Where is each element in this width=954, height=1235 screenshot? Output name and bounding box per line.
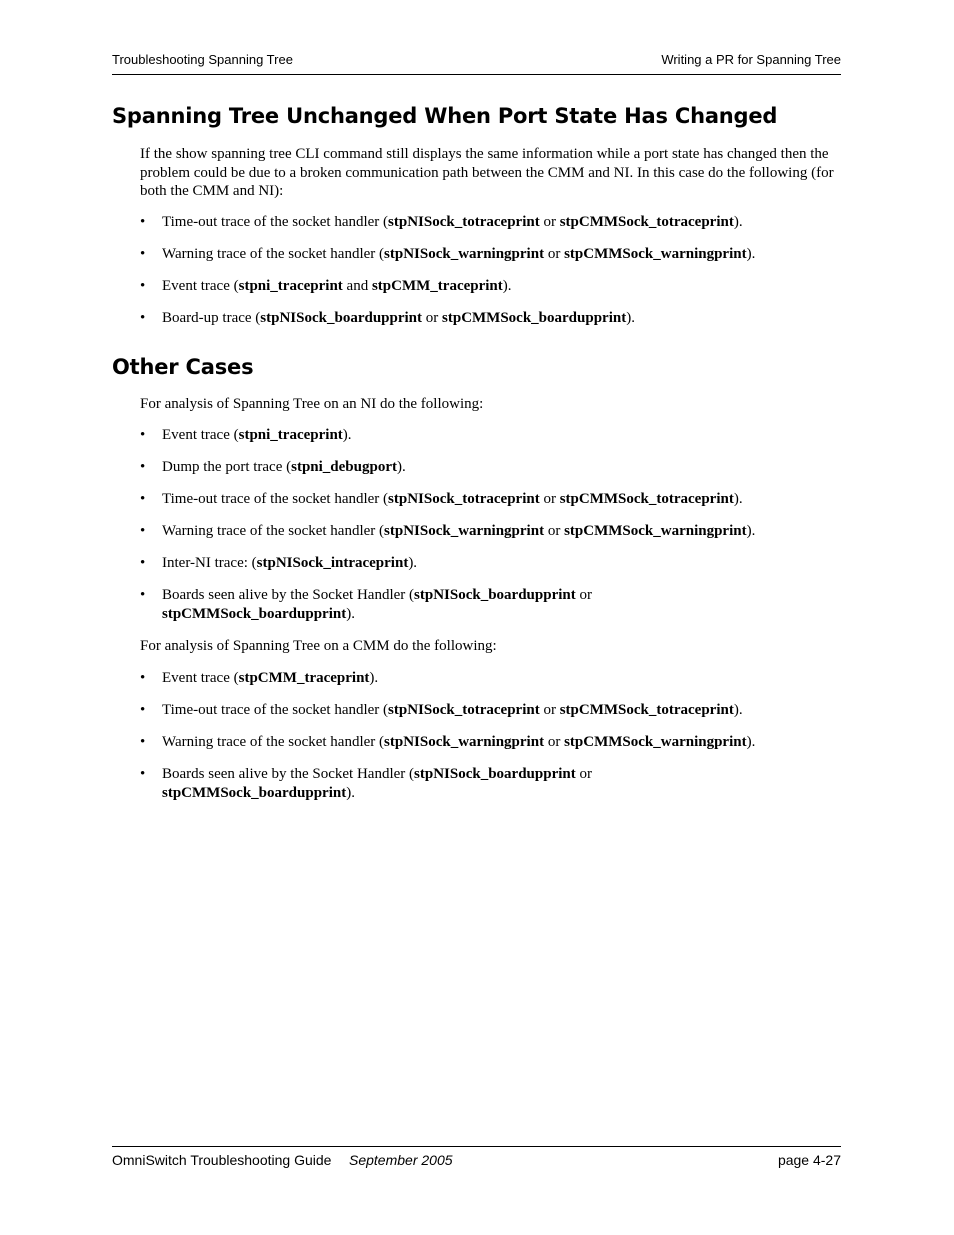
bullet-glyph: •	[140, 310, 146, 326]
header-section-title: Writing a PR for Spanning Tree	[661, 52, 841, 67]
bullet-glyph: •	[140, 523, 146, 539]
section-heading-spanning-tree-unchanged: Spanning Tree Unchanged When Port State Has Changed	[112, 104, 778, 128]
bullet-glyph: •	[140, 459, 146, 475]
bullet-glyph: •	[140, 587, 146, 603]
bullet-glyph: •	[140, 555, 146, 571]
header-chapter-title: Troubleshooting Spanning Tree	[112, 52, 293, 67]
document-page: Troubleshooting Spanning Tree Writing a PR for Spanning Tree Spanning Tree Unchanged When Port State Has Changed If the show spanning tree CLI command still displays the same information while a port state has changed then the problem could be due to a broken communication path between the CMM and NI. In this case do the following (for both the CMM and NI): • Time-out trace of the socket handler (stpNISock_totraceprint or stpCMMSock_totraceprint). • Warning trace of the socket handler (stpNISock_warningprint or stpCMMSock_warningprint). • Event trace (stpni_traceprint and stpCMM_traceprint). • Board-up trace (stpNISock_boardupprint or stpCMMSock_boardupprint). Other Cases For analysis of Spanning Tree on an NI do the following: • Event trace (stpni_traceprint). • Dump the port trace (stpni_debugport). • Time-out trace of the socket handler (stpNISock_totraceprint or stpCMMSock_totraceprint). • Warning trace of the socket handler (stpNISock_warningprint or stpCMMSock_warningprint). • Inter-NI trace: (stpNISock_intraceprint). • Boards seen alive by the Socket Handler (stpNISock_boardupprint or stpCMMSock_boardupprint). For analysis of Spanning Tree on a CMM do the following: • Event trace (stpCMM_traceprint). • Time-out trace of the socket handler (stpNISock_totraceprint or stpCMMSock_totraceprint). • Warning trace of the socket handler (stpNISock_warningprint or stpCMMSock_warningprint). • Boards seen alive by the Socket Handler (stpNISock_boardupprint or stpCMMSock_boardupprint). OmniSwitch Troubleshooting Guide September 2005 page 4-27	[0, 0, 954, 1235]
bullet-glyph: •	[140, 734, 146, 750]
cmm-analysis-intro: For analysis of Spanning Tree on a CMM do the following:	[140, 638, 497, 654]
footer-guide-title: OmniSwitch Troubleshooting Guide	[112, 1152, 332, 1168]
page-footer	[112, 1146, 841, 1171]
section1-intro-paragraph: If the show spanning tree CLI command still displays the same information while a port state has changed then the problem could be due to a broken communication path between the CMM and NI. In this case do the following (for both the CMM and NI):	[140, 146, 834, 199]
page-header	[112, 50, 841, 75]
section-heading-other-cases: Other Cases	[112, 355, 254, 379]
bullet-glyph: •	[140, 702, 146, 718]
bullet-glyph: •	[140, 214, 146, 230]
bullet-glyph: •	[140, 278, 146, 294]
bullet-glyph: •	[140, 246, 146, 262]
bullet-glyph: •	[140, 491, 146, 507]
bullet-glyph: •	[140, 670, 146, 686]
bullet-glyph: •	[140, 766, 146, 782]
ni-analysis-intro: For analysis of Spanning Tree on an NI do the following:	[140, 396, 484, 412]
footer-date: September 2005	[349, 1152, 453, 1168]
footer-page-number: page 4-27	[777, 1152, 841, 1168]
bullet-glyph: •	[140, 427, 146, 443]
